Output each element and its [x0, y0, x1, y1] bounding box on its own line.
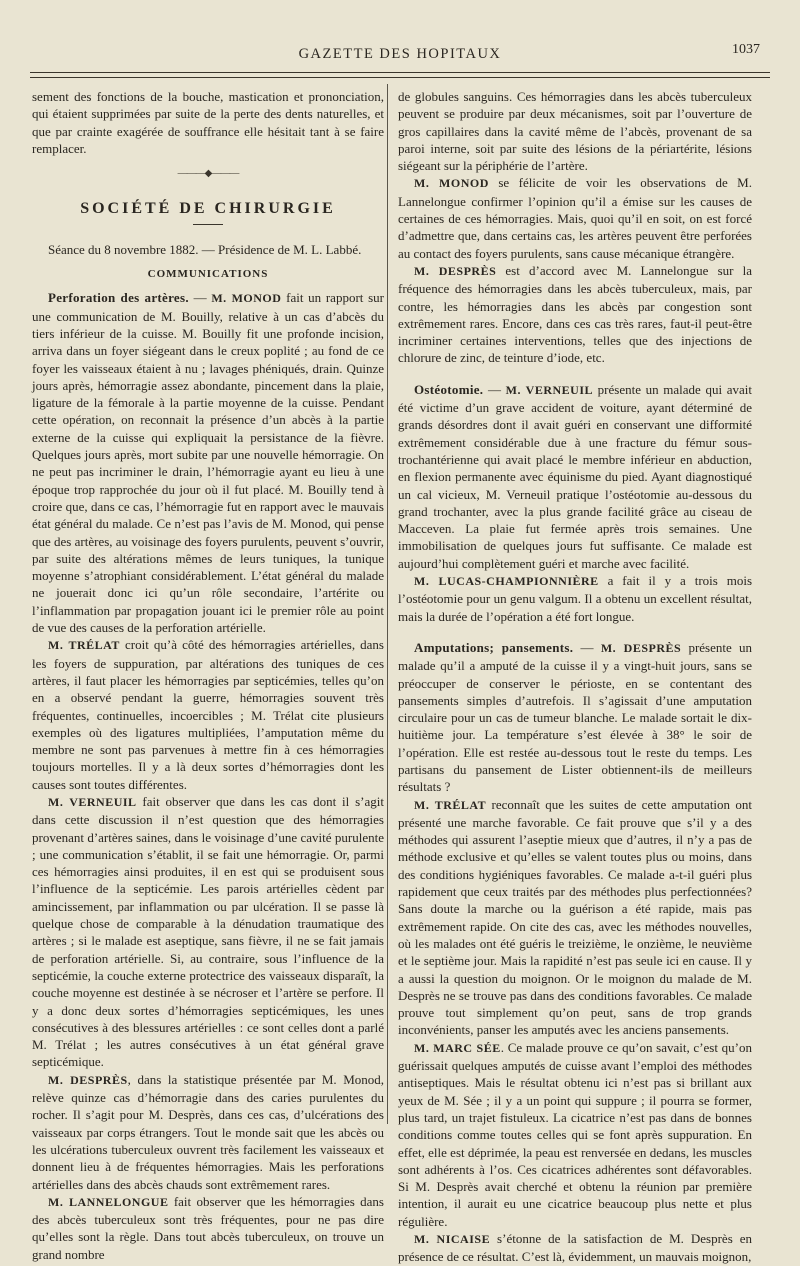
speaker-name: M. DESPRÈS: [414, 263, 497, 278]
speaker-name: M. MONOD: [414, 176, 489, 191]
paragraph-text: . Ce malade prouve ce qu’on savait, c’est qu’on guérissait quelques amputés de cuisse avant l’emploi des méthodes antiseptiques. Mais le résultat obtenu ici n’est pas si brillant aux yeux de M. Sée ; il y a un point qui suppure ; il pourra se former, plus tard, un trajet fistuleux. La cicatrice n’est pas dans de bonnes conditions comme toutes celles qui se font après suppuration. En effet, elle est déprimée, la peau est renversée en dedans, les muscles sont adhérents à l’os. Ces cicatrices adhérentes sont défavorables. Si M. Desprès avait cherché et obtenu la réunion par première intention, il aurait eu une cicatrice beaucoup plus nette et plus régulière.: [398, 1039, 752, 1229]
article-osteotomie: Ostéotomie. — M. VERNEUIL présente un malade qui avait été victime d’un grave accident de voiture, ayant déterminé de grands désordres dont il avait guéri en conservant une difformité extrêmement considérable due à une fracture du fémur sous-trochantérienne qui avait placé le membre inférieur en abduction, en flexion permanente avec équinisme du pied. Ayant diagnostiqué un cal vicieux, M. Verneuil pratique l’ostéotomie au-dessous du grand trochanter, avec la plus grande facilité grâce au ciseau de Macceven. La plaie fut fermée après trois semaines. Une immobilisation de quelques jours fut suffisante. Ce malade est aujourd’hui complètement guéri et marche avec facilité.: [398, 381, 752, 571]
article-text: présente un malade qui avait été victime d’un grave accident de voiture, ayant déterminé de grands désordres dont il avait guéri en conservant une difformité extrêmement considérable due à une fracture du fémur sous-trochantérienne qui avait placé le membre inférieur en abduction, en flexion permanente avec équinisme du pied. Ayant diagnostiqué un cal vicieux, M. Verneuil pratique l’ostéotomie au-dessous du grand trochanter, avec la plus grande facilité grâce au ciseau de Macceven. La plaie fut fermée après trois semaines. Une immobilisation de quelques jours fut suffisante. Ce malade est aujourd’hui complètement guéri et marche avec facilité.: [398, 381, 752, 571]
article-perforation: Perforation des artères. — M. MONOD fait un rapport sur une communication de M. Bouilly, relative à un cas d’abcès du tiers inférieur de la cuisse. M. Bouilly fit une profonde incision, arriva dans un foyer siégeant dans le creux poplité ; au fond de ce foyer les vaisseaux étaient à nu ; lavages phéniqués, drain. Quinze jours après, hémorragie assez abondante, pincement dans la plaie, ligature de la fémorale à la partie moyenne de la cuisse. Pendant cette opération, on reconnait la présence d’un abcès à la partie externe de la cuisse qui expliquait la persistance de la fièvre. Quelques jours après, mort subite par une nouvelle hémorragie. On ne peut pas incriminer le drain, l’hémorragie ayant eu lieu à une époque trop rapprochée du jour où il fut placé. M. Bouilly tend à croire que, dans ce cas, l’hémorragie fut en rapport avec le mauvais état général du malade. Ce n’est pas l’avis de M. Monod, qui pense que des artères, au voisinage des foyers purulents, peuvent s’ouvrir, par suite des altérations mêmes de leurs tuniques, la tunique moyenne s’atrophiant considérablement. L’état général du malade ne jouerait donc ici qu’un rôle secondaire, l’artérite ou l’inflammation par propagation jouant ici le premier rôle au point de vue des causes de la perforation artérielle.: [32, 290, 384, 636]
right-column: [398, 88, 752, 1266]
column-divider: [387, 84, 388, 1124]
article-title: Amputations; pansements.: [414, 639, 574, 655]
speaker-name: M. LANNELONGUE: [48, 1194, 169, 1209]
speaker-name: M. TRÉLAT: [48, 638, 120, 653]
paragraph-continued: de globules sanguins. Ces hémorragies dans les abcès tuberculeux peuvent se produire par deux mécanismes, soit par l’ouverture de gros capillaires dans la cavité même de l’abcès, provenant de sa paroi interne, soit par suite des lésions de la périartérite, lésions siégeant sur la périphérie de l’artère.: [398, 89, 752, 174]
speaker-name: M. DESPRÈS: [48, 1072, 128, 1087]
paragraph-trelat: [398, 796, 752, 1039]
article-title: Ostéotomie.: [414, 381, 484, 397]
paragraph-text: reconnaît que les suites de cette amputation ont présenté une marche favorable. Ce fait prouve que s’il y a des méthodes qui assurent l’aseptie mieux que d’autres, il n’y a pas de méthode exclusive et qu’elles se valent toutes plus ou moins, dans des conditions hygiéniques favorables. Ce malade a-t-il guéri plus rapidement que ceux traités par des méthodes plus perfectionnées? Sans doute la marche ou la guérison a été rapide, mais pas extrêmement rapide. On cite des cas, avec les méthodes nouvelles, où les malades ont été guéris le treizième, le onzième, le neuvième et le septième jour. Mais la rapidité n’est pas seule ici en cause. Il y a aussi la question du moignon. Or le moignon du malade de M. Desprès ne se trouve pas dans des conditions favorables. Ce malade prouve tout simplement qu’on peut, sans de trop grands inconvénients, panser les amputés avec les anciens pansements.: [398, 796, 752, 1038]
spacer: [398, 367, 752, 381]
article-text: présente un malade qu’il a amputé de la cuisse il y a vingt-huit jours, sans se préoccuper de conserver le périoste, en se contentant des pansements simples d’autrefois. Il s’agissait d’une amputation circulaire pour un cas de tumeur blanche. Le malade sortait le dix-huitième jour. La température s’est élevée à 38° le soir de l’opération. Elle est restée au-dessous tout le reste du temps. Les partisans du pansement de Lister obtiennent-ils de meilleurs résultats ?: [398, 639, 753, 795]
article-title: Perforation des artères.: [48, 290, 189, 306]
spacer: [398, 625, 752, 639]
paragraph-nicaise: [398, 1230, 752, 1266]
paragraph-text: a fait il y a trois mois l’ostéotomie pour un genu valgum. Il a obtenu un excellent résultat, mais la durée de l’opération a été fort longue.: [398, 573, 753, 624]
intro-paragraph: sement des fonctions de la bouche, mastication et prononciation, qui étaient supprimées par suite de la perte des dents naturelles, et que par crainte exagérée de souffrance elle hésitait tant à se faire remplacer.: [32, 89, 384, 156]
paragraph-verneuil: [32, 793, 384, 1071]
paragraph-marc-see: [398, 1039, 752, 1230]
header-rule-bottom: [30, 77, 770, 78]
section-ornament: ———◆———: [177, 168, 239, 180]
title-rule: [193, 224, 223, 225]
paragraph-text: , dans la statistique présentée par M. Monod, relève quinze cas d’hémorragie dans des caries purulentes du rocher. Il s’agit pour M. Desprès, dans ces cas, d’ulcérations des vaisseaux par corps étrangers. Tout le monde sait que les abcès ou les ulcérations tuberculeux ouvrent très facilement les vaisseaux et donnent lieu à de fréquentes hémorragies. Mais les perforations artérielles dans des abcès chauds sont extrêmement rares.: [32, 1071, 385, 1192]
article-text: fait un rapport sur une communication de M. Bouilly, relative à un cas d’abcès du tiers inférieur de la cuisse. M. Bouilly fit une profonde incision, arriva dans un foyer siégeant dans le creux poplité ; au fond de ce foyer les vaisseaux étaient à nu ; lavages phéniqués, drain. Quinze jours après, hémorragie assez abondante, pincement dans la plaie, ligature de la fémorale à la partie moyenne de la cuisse. Pendant cette opération, on reconnait la présence d’un abcès à la partie externe de la cuisse qui expliquait la persistance de la fièvre. Quelques jours après, mort subite par une nouvelle hémorragie. On ne peut pas incriminer le drain, l’hémorragie ayant eu lieu à une époque trop rapprochée du jour où il fut placé. M. Bouilly tend à croire que, dans ce cas, l’hémorragie fut en rapport avec le mauvais état général du malade. Ce n’est pas l’avis de M. Monod, qui pense que des artères, au voisinage des foyers purulents, peuvent s’ouvrir, par suite des altérations mêmes de leurs tuniques, la tunique moyenne s’atrophiant considérablement. L’état général du malade ne jouerait donc ici qu’un rôle secondaire, l’artérite ou l’inflammation par propagation jouant ici le premier rôle au point de vue des causes de la perforation artérielle.: [32, 290, 384, 636]
paragraph-text: fait observer que dans les cas dont il s’agit dans cette discussion il n’est question que des hémorragies provenant d’artères saines, dans le voisinage d’une cavité purulente ; une communication s’établit, il se fait une hémorragie. Or, parmi ces hémorragies ainsi produites, il en est qui se produisent sous l’influence de la septicémie. Les parois artérielles cèdent par amincissement, par inflammation ou par ulcération. Il se passe là quelque chose de comparable à la dénudation traumatique des artères ; si le malade est aseptique, sans fièvre, il ne se fait jamais de perforation artérielle. Si, au contraire, sous l’influence de la septicémie, la couche externe protectrice des vaisseaux disparaît, la couche moyenne est destinée à se nécroser et l’artère se perfore. Il y a donc deux sortes d’hémorragies septicémiques, les unes consécutives à des blessures artérielles : ce sont celles dont a parlé M. Trélat ; les autres consécutives à un état général grave septicémique.: [32, 793, 384, 1070]
seance-line: Séance du 8 novembre 1882. — Présidence de M. L. Labbé.: [48, 241, 362, 257]
speaker-name: M. DESPRÈS: [600, 640, 682, 655]
communications-heading: COMMUNICATIONS: [147, 268, 269, 281]
paragraph-trelat: [32, 636, 384, 793]
speaker-name: M. VERNEUIL: [48, 794, 137, 809]
paragraph-monod: [398, 174, 752, 261]
paragraph-text: se félicite de voir les observations de M. Lannelongue confirmer l’opinion qu’il a émise sur les causes de certaines de ces hémorragies. Mais, quoi qu’il en soit, on est forcé d’admettre que, dans certains cas, les artères peuvent être perforées au contact des foyers purulents, sans cause mécanique étrangère.: [398, 175, 752, 261]
page-header: [0, 42, 800, 72]
page-number: 1037: [732, 42, 760, 57]
article-amputations: Amputations; pansements. — M. DESPRÈS présente un malade qu’il a amputé de la cuisse il y a vingt-huit jours, sans se préoccuper de conserver le périoste, en se contentant des pansements simples d’autrefois. Il s’agissait d’une amputation circulaire pour un cas de tumeur blanche. Le malade sortait le dix-huitième jour. La température s’est élevée à 38° le soir de l’opération. Elle est restée au-dessous tout le reste du temps. Les partisans du pansement de Lister obtiennent-ils de meilleurs résultats ?: [398, 639, 753, 795]
paragraph-lucas-championniere: [398, 572, 752, 625]
paragraph-text: s’étonne de la satisfaction de M. Desprès en présence de ce résultat. C’est là, évidemment, un mauvais moignon,: [398, 1231, 753, 1265]
paragraph-despres: [398, 262, 752, 367]
speaker-name: M. TRÉLAT: [414, 797, 487, 812]
speaker-name: M. MONOD: [211, 291, 282, 306]
left-column: [32, 88, 384, 1263]
society-title: SOCIÉTÉ DE CHIRURGIE: [80, 200, 336, 218]
journal-title: GAZETTE DES HOPITAUX: [298, 46, 502, 62]
speaker-name: M. VERNEUIL: [505, 382, 594, 397]
speaker-name: M. LUCAS-CHAMPIONNIÈRE: [414, 574, 599, 589]
speaker-name: M. MARC SÉE: [414, 1040, 501, 1055]
header-rule-top: [30, 72, 770, 73]
paragraph-despres: [32, 1071, 384, 1193]
speaker-name: M. NICAISE: [414, 1232, 491, 1246]
paragraph-lannelongue: [32, 1193, 384, 1263]
paragraph-text: croit qu’à côté des hémorragies artérielles, dans les foyers de suppuration, par altérations des tuniques de ces artères, il faut placer les hémorragies par septicémies, telles qu’on en a observé pendant la guerre, hémorragies souvent très fréquentes, continuelles, incoercibles ; M. Trélat cite plusieurs exemples où des ligatures multipliées, l’amputation même du membre ne sont pas parvenues à mettre fin à ces hémorragies toujours mortelles. Il y a là deux sortes d’hémorragies dont les causes sont toutes différentes.: [32, 637, 384, 792]
paragraph-text: est d’accord avec M. Lannelongue sur la fréquence des hémorragies dans les abcès tuberculeux, mais, par contre, les hémorragies dans les abcès par congestion sont extrêmement rares. Encore, dans ces cas très rares, faut-il peut-être incriminer certaines interventions, telles que des injections de chlorure de zinc, de teinture d’iode, etc.: [398, 262, 752, 366]
paragraph-text: fait observer que les hémorragies dans des abcès tuberculeux sont très fréquentes, pour ne pas dire qu’elles sont la règle. Dans tout abcès tuberculeux, on trouve un grand nombre: [32, 1193, 384, 1262]
